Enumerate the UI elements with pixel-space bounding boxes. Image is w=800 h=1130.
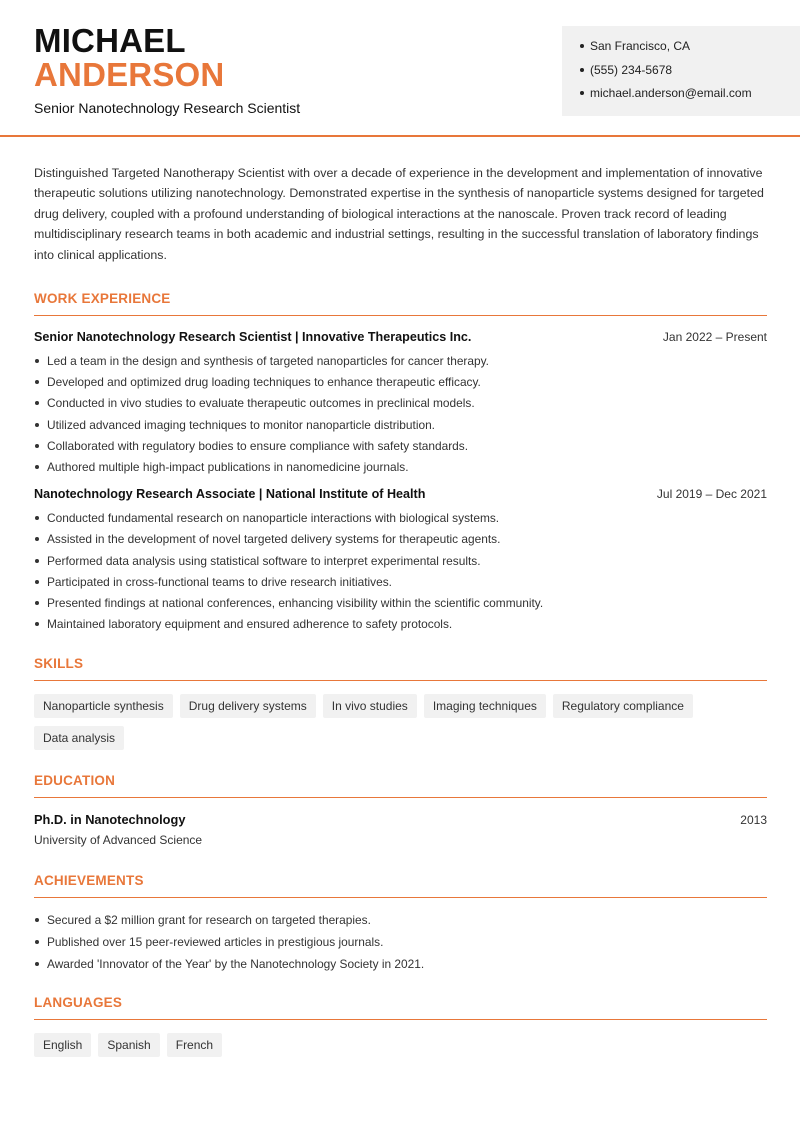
last-name: ANDERSON bbox=[34, 56, 225, 93]
job-entry bbox=[34, 487, 767, 637]
job-dates: Jul 2019 – Dec 2021 bbox=[656, 487, 767, 502]
languages-list bbox=[34, 1033, 767, 1057]
section-title-skills: SKILLS bbox=[34, 656, 767, 681]
languages-section bbox=[34, 995, 767, 1057]
education-section bbox=[34, 773, 767, 847]
language-chip: Spanish bbox=[98, 1033, 159, 1057]
skill-chip: Imaging techniques bbox=[424, 694, 546, 718]
list-item: Conducted fundamental research on nanoparticle interactions with biological systems. bbox=[34, 510, 767, 531]
education-year: 2013 bbox=[740, 813, 767, 828]
job-role: Nanotechnology Research Associate | National Institute of Health bbox=[34, 487, 426, 502]
list-item: Conducted in vivo studies to evaluate therapeutic outcomes in preclinical models. bbox=[34, 395, 767, 416]
list-item: Awarded 'Innovator of the Year' by the Nanotechnology Society in 2021. bbox=[34, 956, 767, 978]
skill-chip: Data analysis bbox=[34, 726, 124, 750]
achievements-section bbox=[34, 873, 767, 978]
job-bullets bbox=[34, 353, 767, 480]
list-item: Led a team in the design and synthesis of targeted nanoparticles for cancer therapy. bbox=[34, 353, 767, 374]
candidate-name bbox=[34, 24, 224, 91]
skills-section bbox=[34, 656, 767, 750]
section-title-languages: LANGUAGES bbox=[34, 995, 767, 1020]
headline-title: Senior Nanotechnology Research Scientist bbox=[34, 100, 301, 116]
list-item: Utilized advanced imaging techniques to monitor nanoparticle distribution. bbox=[34, 417, 767, 438]
contact-box bbox=[562, 26, 800, 116]
professional-summary: Distinguished Targeted Nanotherapy Scientist with over a decade of experience in the development and implementation of innovative therapeutic solutions utilizing nanotechnology. Demonstrated expertise in the synthesis of nanoparticle systems designed for targeted drug delivery, coupled with a profound understanding of biological interactions at the nanoscale. Proven track record of leading multidisciplinary research teams in both academic and industrial settings, resulting in the successful translation of laboratory findings into clinical applications. bbox=[34, 166, 764, 262]
language-chip: English bbox=[34, 1033, 91, 1057]
resume-header bbox=[0, 0, 800, 137]
skill-chip: Nanoparticle synthesis bbox=[34, 694, 173, 718]
list-item: Assisted in the development of novel targeted delivery systems for therapeutic agents. bbox=[34, 531, 767, 552]
language-chip: French bbox=[167, 1033, 222, 1057]
section-title-achievements: ACHIEVEMENTS bbox=[34, 873, 767, 898]
list-item: Authored multiple high-impact publications in nanomedicine journals. bbox=[34, 459, 767, 480]
list-item: Published over 15 peer-reviewed articles in prestigious journals. bbox=[34, 934, 767, 956]
skill-chip: Drug delivery systems bbox=[180, 694, 316, 718]
job-role: Senior Nanotechnology Research Scientist | Innovative Therapeutics Inc. bbox=[34, 330, 472, 345]
contact-email[interactable]: michael.anderson@email.com bbox=[580, 85, 800, 109]
job-bullets bbox=[34, 510, 767, 637]
education-degree: Ph.D. in Nanotechnology bbox=[34, 812, 186, 828]
list-item: Maintained laboratory equipment and ensured adherence to safety protocols. bbox=[34, 616, 767, 637]
job-dates: Jan 2022 – Present bbox=[662, 330, 767, 345]
list-item: Presented findings at national conferences, enhancing visibility within the scientific community. bbox=[34, 595, 767, 616]
contact-location: San Francisco, CA bbox=[580, 38, 800, 62]
list-item: Secured a $2 million grant for research on targeted therapies. bbox=[34, 912, 767, 934]
achievements-list bbox=[34, 912, 767, 978]
list-item: Collaborated with regulatory bodies to ensure compliance with safety standards. bbox=[34, 438, 767, 459]
work-experience-section bbox=[34, 291, 767, 637]
list-item: Developed and optimized drug loading techniques to enhance therapeutic efficacy. bbox=[34, 374, 767, 395]
list-item: Performed data analysis using statistical software to interpret experimental results. bbox=[34, 553, 767, 574]
first-name: MICHAEL bbox=[34, 22, 186, 59]
job-entry bbox=[34, 330, 767, 480]
contact-phone: (555) 234-5678 bbox=[580, 62, 800, 86]
section-title-work: WORK EXPERIENCE bbox=[34, 291, 767, 316]
resume-body bbox=[34, 137, 767, 1057]
section-title-education: EDUCATION bbox=[34, 773, 767, 798]
skills-list bbox=[34, 694, 767, 750]
education-school: University of Advanced Science bbox=[34, 833, 203, 848]
list-item: Participated in cross-functional teams to drive research initiatives. bbox=[34, 574, 767, 595]
skill-chip: In vivo studies bbox=[323, 694, 417, 718]
skill-chip: Regulatory compliance bbox=[553, 694, 693, 718]
